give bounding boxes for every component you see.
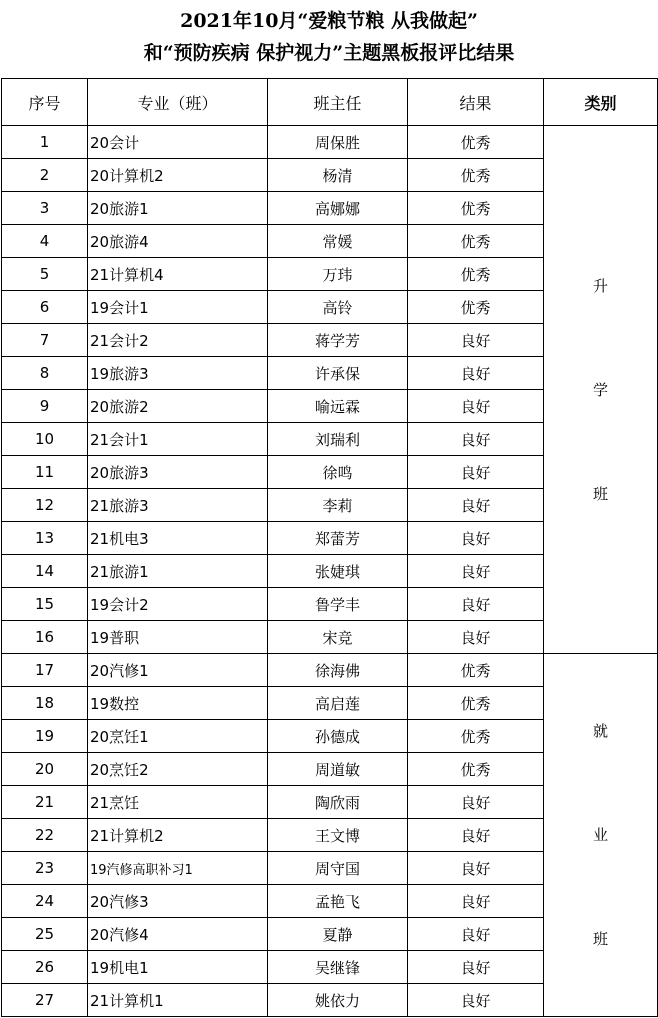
row-teacher: 刘瑞利 [268, 423, 408, 456]
row-index: 27 [2, 984, 88, 1017]
row-result: 良好 [408, 390, 544, 423]
row-index: 12 [2, 489, 88, 522]
row-result: 优秀 [408, 159, 544, 192]
row-major: 21计算机2 [88, 819, 268, 852]
header-result: 结果 [408, 79, 544, 126]
row-result: 良好 [408, 786, 544, 819]
row-result: 良好 [408, 324, 544, 357]
row-major: 21旅游3 [88, 489, 268, 522]
row-teacher: 高铃 [268, 291, 408, 324]
table-row [2, 654, 658, 687]
category-cell [544, 126, 658, 654]
row-index: 6 [2, 291, 88, 324]
row-result: 良好 [408, 819, 544, 852]
row-result: 优秀 [408, 654, 544, 687]
row-teacher: 高启莲 [268, 687, 408, 720]
row-index: 1 [2, 126, 88, 159]
results-table [1, 78, 658, 1017]
row-result: 优秀 [408, 753, 544, 786]
row-major: 20汽修4 [88, 918, 268, 951]
table-row [2, 126, 658, 159]
row-teacher: 杨清 [268, 159, 408, 192]
row-index: 26 [2, 951, 88, 984]
row-teacher: 万玮 [268, 258, 408, 291]
row-result: 优秀 [408, 225, 544, 258]
category-cell [544, 654, 658, 1017]
row-major: 21会计2 [88, 324, 268, 357]
row-index: 19 [2, 720, 88, 753]
row-index: 21 [2, 786, 88, 819]
row-result: 良好 [408, 951, 544, 984]
category-char: 升 [592, 276, 608, 295]
row-teacher: 周守国 [268, 852, 408, 885]
row-result: 优秀 [408, 258, 544, 291]
row-index: 23 [2, 852, 88, 885]
row-major: 19会计2 [88, 588, 268, 621]
row-index: 22 [2, 819, 88, 852]
row-major: 20汽修3 [88, 885, 268, 918]
row-teacher: 姚依力 [268, 984, 408, 1017]
row-teacher: 陶欣雨 [268, 786, 408, 819]
row-result: 良好 [408, 456, 544, 489]
category-gap [544, 299, 657, 377]
row-teacher: 喻远霖 [268, 390, 408, 423]
row-major: 20会计 [88, 126, 268, 159]
row-result: 良好 [408, 621, 544, 654]
row-index: 18 [2, 687, 88, 720]
row-teacher: 高娜娜 [268, 192, 408, 225]
category-gap [544, 744, 657, 822]
row-major: 19汽修高职补习1 [88, 852, 268, 885]
row-teacher: 周保胜 [268, 126, 408, 159]
title-line-2: 和“预防疾病 保护视力”主题黑板报评比结果 [143, 42, 515, 64]
row-teacher: 徐海佛 [268, 654, 408, 687]
row-index: 2 [2, 159, 88, 192]
row-index: 5 [2, 258, 88, 291]
row-major: 19数控 [88, 687, 268, 720]
row-result: 良好 [408, 984, 544, 1017]
header-major: 专业（班） [88, 79, 268, 126]
row-index: 14 [2, 555, 88, 588]
row-teacher: 鲁学丰 [268, 588, 408, 621]
row-index: 17 [2, 654, 88, 687]
row-result: 良好 [408, 852, 544, 885]
header-type: 类别 [544, 79, 658, 126]
category-char: 就 [592, 722, 608, 740]
row-major: 19普职 [88, 621, 268, 654]
row-major: 20旅游2 [88, 390, 268, 423]
row-result: 优秀 [408, 192, 544, 225]
row-index: 24 [2, 885, 88, 918]
row-teacher: 王文博 [268, 819, 408, 852]
category-gap [544, 403, 657, 481]
row-teacher: 蒋学芳 [268, 324, 408, 357]
row-major: 20汽修1 [88, 654, 268, 687]
header-row [2, 79, 658, 126]
row-major: 21计算机4 [88, 258, 268, 291]
row-major: 20烹饪1 [88, 720, 268, 753]
row-result: 优秀 [408, 126, 544, 159]
row-teacher: 常媛 [268, 225, 408, 258]
category-gap [544, 848, 657, 926]
row-result: 优秀 [408, 291, 544, 324]
row-major: 20计算机2 [88, 159, 268, 192]
row-major: 20烹饪2 [88, 753, 268, 786]
row-result: 良好 [408, 918, 544, 951]
row-index: 3 [2, 192, 88, 225]
row-major: 21烹饪 [88, 786, 268, 819]
row-index: 7 [2, 324, 88, 357]
row-teacher: 孙德成 [268, 720, 408, 753]
row-index: 25 [2, 918, 88, 951]
row-teacher: 周道敏 [268, 753, 408, 786]
row-teacher: 宋竞 [268, 621, 408, 654]
row-teacher: 孟艳飞 [268, 885, 408, 918]
row-index: 8 [2, 357, 88, 390]
page-title [0, 0, 658, 78]
row-teacher: 李莉 [268, 489, 408, 522]
row-index: 10 [2, 423, 88, 456]
row-major: 21旅游1 [88, 555, 268, 588]
category-char: 业 [592, 826, 608, 844]
category-char: 班 [592, 930, 608, 948]
row-index: 20 [2, 753, 88, 786]
row-major: 20旅游4 [88, 225, 268, 258]
row-major: 21计算机1 [88, 984, 268, 1017]
title-line-1: 2021年10月“爱粮节粮 从我做起” [180, 10, 478, 32]
row-index: 9 [2, 390, 88, 423]
row-result: 良好 [408, 489, 544, 522]
row-major: 21会计1 [88, 423, 268, 456]
row-teacher: 徐鸣 [268, 456, 408, 489]
row-index: 15 [2, 588, 88, 621]
row-teacher: 郑蕾芳 [268, 522, 408, 555]
row-index: 11 [2, 456, 88, 489]
header-index: 序号 [2, 79, 88, 126]
results-body [2, 126, 658, 1017]
row-major: 20旅游1 [88, 192, 268, 225]
row-teacher: 许承保 [268, 357, 408, 390]
row-result: 良好 [408, 357, 544, 390]
row-result: 良好 [408, 588, 544, 621]
row-major: 19机电1 [88, 951, 268, 984]
category-char: 班 [592, 484, 608, 503]
row-result: 优秀 [408, 720, 544, 753]
row-result: 优秀 [408, 687, 544, 720]
row-index: 13 [2, 522, 88, 555]
row-result: 良好 [408, 555, 544, 588]
header-teacher: 班主任 [268, 79, 408, 126]
row-index: 4 [2, 225, 88, 258]
row-major: 20旅游3 [88, 456, 268, 489]
row-result: 良好 [408, 885, 544, 918]
row-major: 21机电3 [88, 522, 268, 555]
row-result: 良好 [408, 522, 544, 555]
row-major: 19会计1 [88, 291, 268, 324]
row-teacher: 夏静 [268, 918, 408, 951]
row-teacher: 张婕琪 [268, 555, 408, 588]
row-result: 良好 [408, 423, 544, 456]
row-teacher: 吴继锋 [268, 951, 408, 984]
category-char: 学 [592, 380, 608, 399]
row-major: 19旅游3 [88, 357, 268, 390]
row-index: 16 [2, 621, 88, 654]
